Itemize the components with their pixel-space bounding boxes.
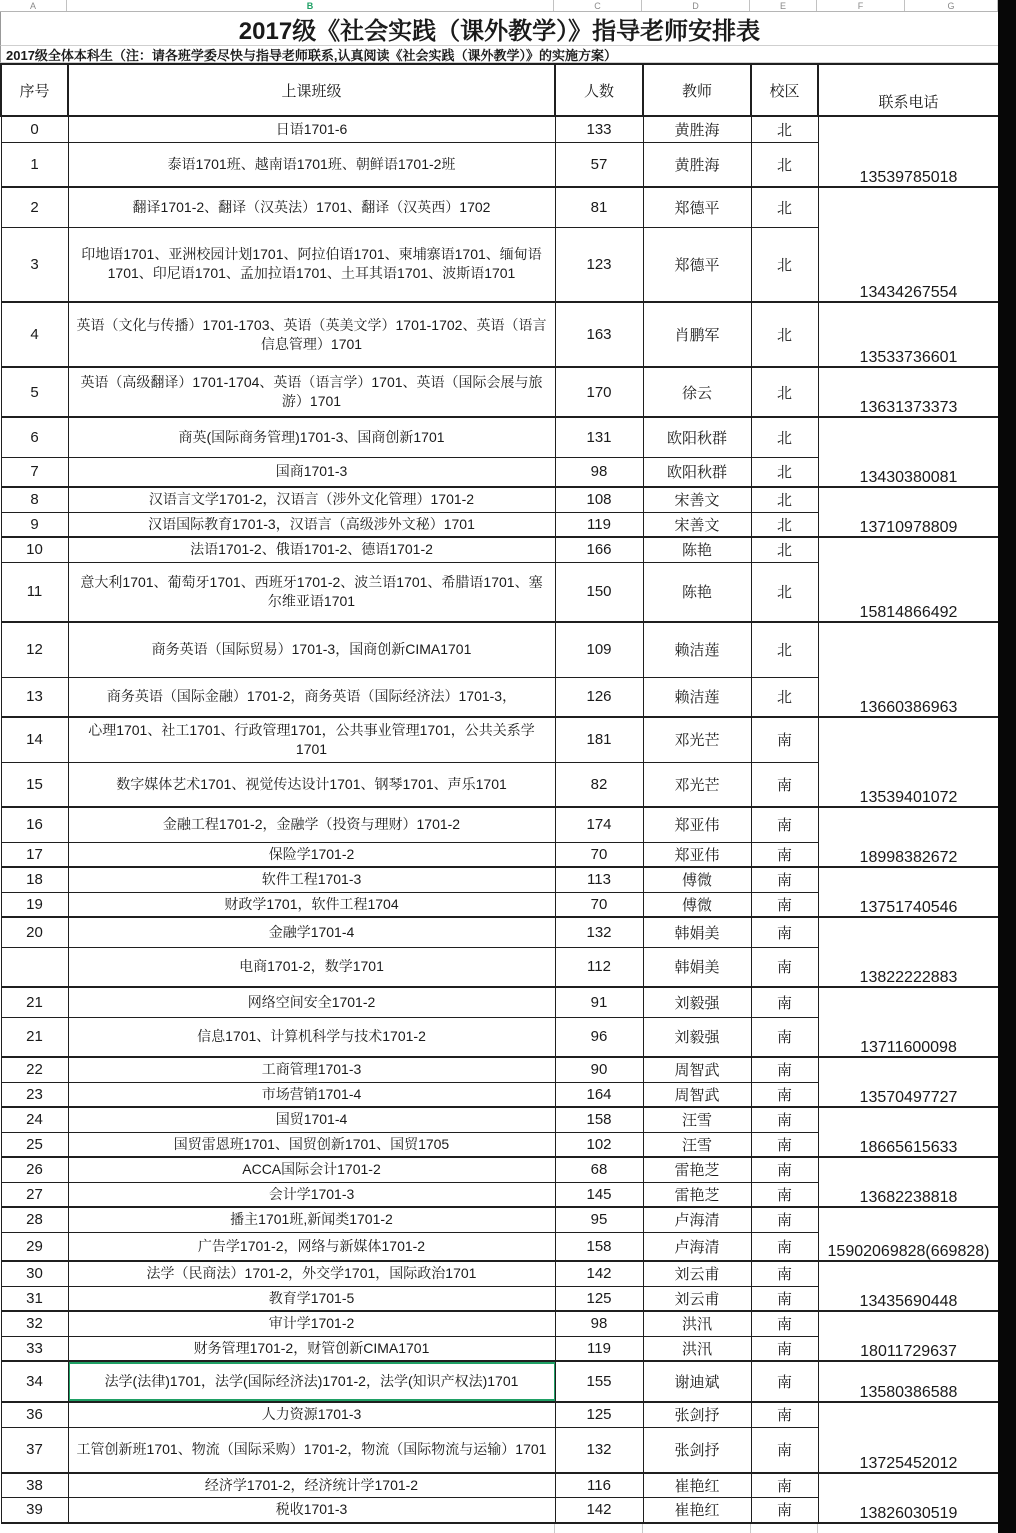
table-row xyxy=(1,417,999,457)
table-row xyxy=(1,367,999,417)
campus-cell[interactable]: 南 xyxy=(751,947,818,987)
teacher-cell[interactable]: 卢海清 xyxy=(643,1207,751,1232)
phone-cell[interactable]: 13533736601 xyxy=(818,302,999,367)
teacher-cell[interactable]: 郑亚伟 xyxy=(643,842,751,867)
row-no-cell[interactable]: 29 xyxy=(1,1232,68,1261)
campus-cell[interactable]: 南 xyxy=(751,1232,818,1261)
class-cell[interactable]: 网络空间安全1701-2 xyxy=(68,987,555,1017)
class-cell[interactable]: 印地语1701、亚洲校园计划1701、阿拉伯语1701、柬埔寨语1701、缅甸语1701、印尼语1701、孟加拉语1701、土耳其语1701、波斯语1701 xyxy=(68,227,555,302)
page-subtitle: 2017级全体本科生（注：请各班学委尽快与指导老师联系,认真阅读《社会实践（课外教学）》的实施方案） xyxy=(6,47,618,63)
phone-cell[interactable]: 15814866492 xyxy=(818,537,999,622)
class-cell[interactable]: 翻译1701-2、翻译（汉英法）1701、翻译（汉英西）1702 xyxy=(68,187,555,227)
row-no-cell[interactable]: 11 xyxy=(1,562,68,622)
count-cell[interactable]: 132 xyxy=(555,1427,643,1473)
teacher-cell[interactable]: 周智武 xyxy=(643,1082,751,1107)
class-cell[interactable]: 人力资源1701-3 xyxy=(68,1402,555,1427)
count-cell[interactable]: 181 xyxy=(555,717,643,762)
class-cell[interactable]: 税收1701-3 xyxy=(68,1497,555,1523)
table-row xyxy=(1,116,999,142)
row-no-cell[interactable] xyxy=(1,947,68,987)
column-letter-F[interactable]: F xyxy=(817,0,905,11)
row-no-cell[interactable]: 26 xyxy=(1,1157,68,1182)
teacher-cell[interactable]: 欧阳秋群 xyxy=(643,417,751,457)
count-cell[interactable]: 158 xyxy=(555,1107,643,1132)
row-no-cell[interactable]: 18 xyxy=(1,867,68,892)
teacher-cell[interactable]: 张剑抒 xyxy=(643,1402,751,1427)
row-no-cell[interactable]: 1 xyxy=(1,142,68,187)
campus-cell[interactable]: 南 xyxy=(751,1336,818,1361)
teacher-cell[interactable]: 郑亚伟 xyxy=(643,807,751,842)
row-no-cell[interactable]: 27 xyxy=(1,1182,68,1207)
column-letter-B[interactable]: B xyxy=(67,0,554,11)
campus-cell[interactable]: 南 xyxy=(751,1157,818,1182)
class-cell[interactable]: 国商1701-3 xyxy=(68,457,555,487)
campus-cell[interactable]: 南 xyxy=(751,1361,818,1402)
campus-cell[interactable]: 北 xyxy=(751,116,818,142)
count-cell[interactable]: 96 xyxy=(555,1017,643,1057)
phone-cell[interactable]: 13710978809 xyxy=(818,487,999,537)
row-no-cell[interactable]: 32 xyxy=(1,1311,68,1336)
count-cell[interactable]: 158 xyxy=(555,1232,643,1261)
class-cell-selected[interactable]: 法学(法律)1701，法学(国际经济法)1701-2，法学(知识产权法)1701 xyxy=(68,1361,555,1402)
row-no-cell[interactable]: 25 xyxy=(1,1132,68,1157)
count-cell[interactable]: 142 xyxy=(555,1497,643,1523)
row-no-cell[interactable]: 24 xyxy=(1,1107,68,1132)
class-cell[interactable]: 金融工程1701-2，金融学（投资与理财）1701-2 xyxy=(68,807,555,842)
campus-cell[interactable]: 南 xyxy=(751,1427,818,1473)
teacher-cell[interactable]: 汪雪 xyxy=(643,1107,751,1132)
count-cell[interactable]: 91 xyxy=(555,987,643,1017)
count-cell[interactable]: 126 xyxy=(555,677,643,717)
row-no-cell[interactable]: 7 xyxy=(1,457,68,487)
phone-cell[interactable]: 13580386588 xyxy=(818,1361,999,1402)
class-cell[interactable]: 英语（高级翻译）1701-1704、英语（语言学）1701、英语（国际会展与旅游）1701 xyxy=(68,367,555,417)
table-row xyxy=(1,1261,999,1286)
gridline xyxy=(817,1524,818,1533)
count-cell[interactable]: 112 xyxy=(555,947,643,987)
class-cell[interactable]: 意大利1701、葡萄牙1701、西班牙1701-2、波兰语1701、希腊语1701、塞尔维亚语1701 xyxy=(68,562,555,622)
table-row xyxy=(1,622,999,677)
teacher-cell[interactable]: 韩娟美 xyxy=(643,917,751,947)
count-cell[interactable]: 81 xyxy=(555,187,643,227)
count-cell[interactable]: 164 xyxy=(555,1082,643,1107)
header-row xyxy=(1,64,999,116)
teacher-cell[interactable]: 崔艳红 xyxy=(643,1473,751,1497)
row-no-cell[interactable]: 31 xyxy=(1,1286,68,1311)
phone-cell[interactable]: 13822222883 xyxy=(818,917,999,987)
class-cell[interactable]: 软件工程1701-3 xyxy=(68,867,555,892)
count-cell[interactable]: 125 xyxy=(555,1286,643,1311)
row-no-cell[interactable]: 34 xyxy=(1,1361,68,1402)
column-letter-E[interactable]: E xyxy=(750,0,817,11)
phone-cell[interactable]: 13751740546 xyxy=(818,867,999,917)
count-cell[interactable]: 57 xyxy=(555,142,643,187)
column-letter-A[interactable]: A xyxy=(0,0,67,11)
row-no-cell[interactable]: 23 xyxy=(1,1082,68,1107)
class-cell[interactable]: 广告学1701-2，网络与新媒体1701-2 xyxy=(68,1232,555,1261)
teacher-cell[interactable]: 赖洁莲 xyxy=(643,622,751,677)
count-cell[interactable]: 155 xyxy=(555,1361,643,1402)
class-cell[interactable]: 汉语言文学1701-2，汉语言（涉外文化管理）1701-2 xyxy=(68,487,555,512)
teacher-cell[interactable]: 郑德平 xyxy=(643,227,751,302)
page-title: 2017级《社会实践（课外教学）》指导老师安排表 xyxy=(238,18,761,45)
campus-cell[interactable]: 北 xyxy=(751,677,818,717)
teacher-cell[interactable]: 郑德平 xyxy=(643,187,751,227)
count-cell[interactable]: 116 xyxy=(555,1473,643,1497)
count-cell[interactable]: 145 xyxy=(555,1182,643,1207)
campus-cell[interactable]: 北 xyxy=(751,622,818,677)
teacher-cell[interactable]: 周智武 xyxy=(643,1057,751,1082)
count-cell[interactable]: 133 xyxy=(555,116,643,142)
count-cell[interactable]: 125 xyxy=(555,1402,643,1427)
class-cell[interactable]: 国贸雷恩班1701、国贸创新1701、国贸1705 xyxy=(68,1132,555,1157)
row-no-cell[interactable]: 20 xyxy=(1,917,68,947)
row-no-cell[interactable]: 6 xyxy=(1,417,68,457)
row-no-cell[interactable]: 33 xyxy=(1,1336,68,1361)
phone-cell[interactable]: 13725452012 xyxy=(818,1402,999,1473)
table-row xyxy=(1,187,999,227)
phone-cell[interactable]: 13570497727 xyxy=(818,1057,999,1107)
header-no[interactable]: 序号 xyxy=(1,64,68,116)
class-cell[interactable]: 电商1701-2，数学1701 xyxy=(68,947,555,987)
class-cell[interactable]: ACCA国际会计1701-2 xyxy=(68,1157,555,1182)
class-cell[interactable]: 商英(国际商务管理)1701-3、国商创新1701 xyxy=(68,417,555,457)
class-cell[interactable]: 会计学1701-3 xyxy=(68,1182,555,1207)
campus-cell[interactable]: 北 xyxy=(751,537,818,562)
campus-cell[interactable]: 北 xyxy=(751,142,818,187)
header-phone[interactable]: 联系电话 xyxy=(818,64,999,116)
class-cell[interactable]: 国贸1701-4 xyxy=(68,1107,555,1132)
teacher-cell[interactable]: 肖鹏军 xyxy=(643,302,751,367)
count-cell[interactable]: 90 xyxy=(555,1057,643,1082)
teacher-cell[interactable]: 张剑抒 xyxy=(643,1427,751,1473)
row-no-cell[interactable]: 2 xyxy=(1,187,68,227)
phone-cell[interactable]: 13631373373 xyxy=(818,367,999,417)
sheet-subtitle-cell[interactable] xyxy=(0,45,998,63)
row-no-cell[interactable]: 21 xyxy=(1,987,68,1017)
class-cell[interactable]: 经济学1701-2，经济统计学1701-2 xyxy=(68,1473,555,1497)
campus-cell[interactable]: 南 xyxy=(751,1261,818,1286)
teacher-cell[interactable]: 雷艳芝 xyxy=(643,1182,751,1207)
table-row xyxy=(1,987,999,1017)
class-cell[interactable]: 财务管理1701-2，财管创新CIMA1701 xyxy=(68,1336,555,1361)
teacher-cell[interactable]: 陈艳 xyxy=(643,537,751,562)
phone-cell[interactable]: 18011729637 xyxy=(818,1311,999,1361)
class-cell[interactable]: 教育学1701-5 xyxy=(68,1286,555,1311)
row-no-cell[interactable]: 3 xyxy=(1,227,68,302)
teacher-cell[interactable]: 洪汛 xyxy=(643,1311,751,1336)
class-cell[interactable]: 工商管理1701-3 xyxy=(68,1057,555,1082)
class-cell[interactable]: 数字媒体艺术1701、视觉传达设计1701、钢琴1701、声乐1701 xyxy=(68,762,555,807)
teacher-cell[interactable]: 邓光芒 xyxy=(643,762,751,807)
class-cell[interactable]: 英语（文化与传播）1701-1703、英语（英美文学）1701-1702、英语（语言信息管理）1701 xyxy=(68,302,555,367)
row-no-cell[interactable]: 16 xyxy=(1,807,68,842)
campus-cell[interactable]: 南 xyxy=(751,1311,818,1336)
campus-cell[interactable]: 南 xyxy=(751,1402,818,1427)
count-cell[interactable]: 170 xyxy=(555,367,643,417)
row-no-cell[interactable]: 15 xyxy=(1,762,68,807)
teacher-cell[interactable]: 崔艳红 xyxy=(643,1497,751,1523)
phone-cell[interactable]: 15902069828(669828) xyxy=(818,1207,999,1261)
class-cell[interactable]: 财政学1701，软件工程1704 xyxy=(68,892,555,917)
phone-cell[interactable]: 13434267554 xyxy=(818,187,999,302)
teacher-cell[interactable]: 刘云甫 xyxy=(643,1261,751,1286)
screen-edge-black-strip xyxy=(998,0,1016,1533)
campus-cell[interactable]: 南 xyxy=(751,987,818,1017)
count-cell[interactable]: 142 xyxy=(555,1261,643,1286)
count-cell[interactable]: 123 xyxy=(555,227,643,302)
phone-cell[interactable]: 13430380081 xyxy=(818,417,999,487)
row-no-cell[interactable]: 17 xyxy=(1,842,68,867)
campus-cell[interactable]: 南 xyxy=(751,1132,818,1157)
teacher-cell[interactable]: 刘云甫 xyxy=(643,1286,751,1311)
row-no-cell[interactable]: 5 xyxy=(1,367,68,417)
teacher-cell[interactable]: 赖洁莲 xyxy=(643,677,751,717)
count-cell[interactable]: 95 xyxy=(555,1207,643,1232)
table-row xyxy=(1,487,999,512)
campus-cell[interactable]: 北 xyxy=(751,187,818,227)
teacher-cell[interactable]: 傅微 xyxy=(643,867,751,892)
count-cell[interactable]: 119 xyxy=(555,512,643,537)
campus-cell[interactable]: 南 xyxy=(751,892,818,917)
row-no-cell[interactable]: 21 xyxy=(1,1017,68,1057)
phone-cell[interactable]: 13539785018 xyxy=(818,116,999,187)
class-cell[interactable]: 市场营销1701-4 xyxy=(68,1082,555,1107)
count-cell[interactable]: 109 xyxy=(555,622,643,677)
campus-cell[interactable]: 南 xyxy=(751,717,818,762)
table-row xyxy=(1,1157,999,1182)
phone-cell[interactable]: 13826030519 xyxy=(818,1473,999,1523)
phone-cell[interactable]: 13711600098 xyxy=(818,987,999,1057)
campus-cell[interactable]: 北 xyxy=(751,512,818,537)
campus-cell[interactable]: 南 xyxy=(751,1207,818,1232)
row-no-cell[interactable]: 28 xyxy=(1,1207,68,1232)
table-row xyxy=(1,867,999,892)
class-cell[interactable]: 金融学1701-4 xyxy=(68,917,555,947)
campus-cell[interactable]: 北 xyxy=(751,487,818,512)
teacher-cell[interactable]: 卢海清 xyxy=(643,1232,751,1261)
class-cell[interactable]: 审计学1701-2 xyxy=(68,1311,555,1336)
phone-cell[interactable]: 18998382672 xyxy=(818,807,999,867)
campus-cell[interactable]: 北 xyxy=(751,227,818,302)
teacher-cell[interactable]: 欧阳秋群 xyxy=(643,457,751,487)
campus-cell[interactable]: 南 xyxy=(751,1017,818,1057)
table-row xyxy=(1,537,999,562)
phone-cell[interactable]: 18665615633 xyxy=(818,1107,999,1157)
campus-cell[interactable]: 南 xyxy=(751,1107,818,1132)
table-row xyxy=(1,1057,999,1082)
teacher-cell[interactable]: 刘毅强 xyxy=(643,1017,751,1057)
column-letter-C[interactable]: C xyxy=(554,0,642,11)
campus-cell[interactable]: 北 xyxy=(751,367,818,417)
row-no-cell[interactable]: 8 xyxy=(1,487,68,512)
campus-cell[interactable]: 南 xyxy=(751,1182,818,1207)
row-no-cell[interactable]: 37 xyxy=(1,1427,68,1473)
teacher-cell[interactable]: 谢迪斌 xyxy=(643,1361,751,1402)
header-class[interactable]: 上课班级 xyxy=(68,64,555,116)
campus-cell[interactable]: 南 xyxy=(751,807,818,842)
class-cell[interactable]: 汉语国际教育1701-3，汉语言（高级涉外文秘）1701 xyxy=(68,512,555,537)
campus-cell[interactable]: 北 xyxy=(751,302,818,367)
campus-cell[interactable]: 南 xyxy=(751,867,818,892)
gridline xyxy=(554,1524,555,1533)
campus-cell[interactable]: 南 xyxy=(751,1473,818,1497)
row-no-cell[interactable]: 13 xyxy=(1,677,68,717)
count-cell[interactable]: 102 xyxy=(555,1132,643,1157)
teacher-cell[interactable]: 黄胜海 xyxy=(643,116,751,142)
class-cell[interactable]: 日语1701-6 xyxy=(68,116,555,142)
row-no-cell[interactable]: 22 xyxy=(1,1057,68,1082)
count-cell[interactable]: 98 xyxy=(555,1311,643,1336)
campus-cell[interactable]: 南 xyxy=(751,842,818,867)
count-cell[interactable]: 119 xyxy=(555,1336,643,1361)
table-row xyxy=(1,717,999,762)
class-cell[interactable]: 泰语1701班、越南语1701班、朝鲜语1701-2班 xyxy=(68,142,555,187)
count-cell[interactable]: 70 xyxy=(555,842,643,867)
count-cell[interactable]: 98 xyxy=(555,457,643,487)
schedule-table-body xyxy=(1,116,999,1523)
count-cell[interactable]: 70 xyxy=(555,892,643,917)
count-cell[interactable]: 163 xyxy=(555,302,643,367)
campus-cell[interactable]: 南 xyxy=(751,917,818,947)
count-cell[interactable]: 166 xyxy=(555,537,643,562)
count-cell[interactable]: 132 xyxy=(555,917,643,947)
row-no-cell[interactable]: 9 xyxy=(1,512,68,537)
teacher-cell[interactable]: 雷艳芝 xyxy=(643,1157,751,1182)
campus-cell[interactable]: 南 xyxy=(751,1082,818,1107)
table-row xyxy=(1,302,999,367)
table-row xyxy=(1,1402,999,1427)
partial-empty-row xyxy=(0,1524,998,1533)
header-count[interactable]: 人数 xyxy=(555,64,643,116)
row-no-cell[interactable]: 19 xyxy=(1,892,68,917)
row-no-cell[interactable]: 0 xyxy=(1,116,68,142)
count-cell[interactable]: 68 xyxy=(555,1157,643,1182)
phone-cell[interactable]: 13660386963 xyxy=(818,622,999,717)
campus-cell[interactable]: 南 xyxy=(751,1057,818,1082)
teacher-cell[interactable]: 傅微 xyxy=(643,892,751,917)
teacher-cell[interactable]: 汪雪 xyxy=(643,1132,751,1157)
teacher-cell[interactable]: 徐云 xyxy=(643,367,751,417)
campus-cell[interactable]: 南 xyxy=(751,1286,818,1311)
count-cell[interactable]: 174 xyxy=(555,807,643,842)
campus-cell[interactable]: 北 xyxy=(751,457,818,487)
count-cell[interactable]: 150 xyxy=(555,562,643,622)
row-no-cell[interactable]: 38 xyxy=(1,1473,68,1497)
count-cell[interactable]: 113 xyxy=(555,867,643,892)
teacher-cell[interactable]: 韩娟美 xyxy=(643,947,751,987)
sheet-title-cell[interactable] xyxy=(0,12,998,45)
row-no-cell[interactable]: 14 xyxy=(1,717,68,762)
teacher-cell[interactable]: 刘毅强 xyxy=(643,987,751,1017)
phone-cell[interactable]: 13435690448 xyxy=(818,1261,999,1311)
row-no-cell[interactable]: 30 xyxy=(1,1261,68,1286)
class-cell[interactable]: 法学（民商法）1701-2，外交学1701，国际政治1701 xyxy=(68,1261,555,1286)
column-letter-G[interactable]: G xyxy=(905,0,998,11)
table-row xyxy=(1,1107,999,1132)
phone-cell[interactable]: 13682238818 xyxy=(818,1157,999,1207)
teacher-cell[interactable]: 邓光芒 xyxy=(643,717,751,762)
gridline xyxy=(642,1524,643,1533)
gridline xyxy=(750,1524,751,1533)
table-row xyxy=(1,1473,999,1497)
class-cell[interactable]: 信息1701、计算机科学与技术1701-2 xyxy=(68,1017,555,1057)
teacher-cell[interactable]: 洪汛 xyxy=(643,1336,751,1361)
header-campus[interactable]: 校区 xyxy=(751,64,818,116)
schedule-table xyxy=(0,63,1000,1524)
class-cell[interactable]: 播主1701班,新闻类1701-2 xyxy=(68,1207,555,1232)
phone-cell[interactable]: 13539401072 xyxy=(818,717,999,807)
header-teacher[interactable]: 教师 xyxy=(643,64,751,116)
row-no-cell[interactable]: 10 xyxy=(1,537,68,562)
class-cell[interactable]: 心理1701、社工1701、行政管理1701，公共事业管理1701，公共关系学1701 xyxy=(68,717,555,762)
row-no-cell[interactable]: 4 xyxy=(1,302,68,367)
column-letter-D[interactable]: D xyxy=(642,0,750,11)
count-cell[interactable]: 131 xyxy=(555,417,643,457)
table-row xyxy=(1,1207,999,1232)
campus-cell[interactable]: 北 xyxy=(751,417,818,457)
table-row xyxy=(1,1361,999,1402)
row-no-cell[interactable]: 36 xyxy=(1,1402,68,1427)
row-no-cell[interactable]: 12 xyxy=(1,622,68,677)
campus-cell[interactable]: 南 xyxy=(751,762,818,807)
class-cell[interactable]: 法语1701-2、俄语1701-2、德语1701-2 xyxy=(68,537,555,562)
row-no-cell[interactable]: 39 xyxy=(1,1497,68,1523)
table-row xyxy=(1,917,999,947)
class-cell[interactable]: 工管创新班1701、物流（国际采购）1701-2，物流（国际物流与运输）1701 xyxy=(68,1427,555,1473)
teacher-cell[interactable]: 宋善文 xyxy=(643,487,751,512)
campus-cell[interactable]: 南 xyxy=(751,1497,818,1523)
table-row xyxy=(1,1311,999,1336)
count-cell[interactable]: 82 xyxy=(555,762,643,807)
teacher-cell[interactable]: 宋善文 xyxy=(643,512,751,537)
teacher-cell[interactable]: 陈艳 xyxy=(643,562,751,622)
table-row xyxy=(1,807,999,842)
count-cell[interactable]: 108 xyxy=(555,487,643,512)
campus-cell[interactable]: 北 xyxy=(751,562,818,622)
class-cell[interactable]: 商务英语（国际金融）1701-2，商务英语（国际经济法）1701-3， xyxy=(68,677,555,717)
class-cell[interactable]: 保险学1701-2 xyxy=(68,842,555,867)
teacher-cell[interactable]: 黄胜海 xyxy=(643,142,751,187)
class-cell[interactable]: 商务英语（国际贸易）1701-3，国商创新CIMA1701 xyxy=(68,622,555,677)
